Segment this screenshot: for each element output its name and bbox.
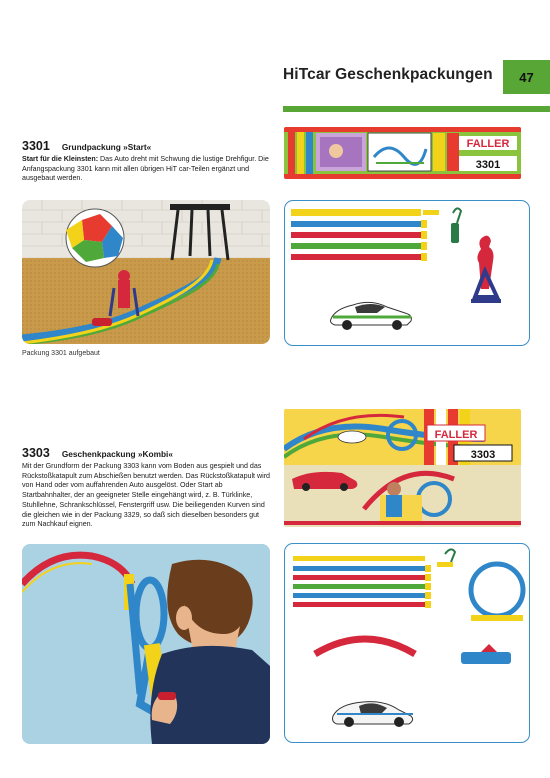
product-3301-heading: [22, 139, 151, 153]
description-text: Das Auto dreht mit Schwung die lustige Drehfigur. Die Anfangspackung 3301 kann mit allen übrigen HiT car-Teilen ergänzt und ausgebaut werden.: [22, 155, 269, 183]
box-brand: FALLER: [434, 429, 478, 441]
product-name: Geschenkpackung »Kombi«: [61, 449, 173, 459]
box-number: 3301: [475, 159, 501, 171]
product-3301-description: [22, 155, 274, 184]
description-lead: Start für die Kleinsten:: [22, 155, 99, 163]
parts-3303-panel: [284, 543, 530, 743]
photo-3303-boy-playing: [22, 544, 270, 744]
product-number: 3301: [22, 139, 50, 153]
page-title: HiTcar Geschenkpackungen: [283, 66, 493, 83]
box-brand: FALLER: [466, 138, 510, 150]
product-3303-description: Mit der Grundform der Packung 3303 kann vom Boden aus gespielt und das Rückstoßkatapult zum Abschießen benutzt werden. Das Rückstoßkatapult wird von Hand oder vom auffahrenden Auto ausgelöst. Oder Start ab Startbahnhalter, der an geeigneter Stelle eingehängt wird, z. B. Türklinke, Stuhllehne, Schrankschlüssel, Fenstergriff usw. Die beiliegenden Kurven sind die gleichen wie in der Packung 3329, so daß sich dieselben besonders gut zum Nachkauf eignen.: [22, 462, 271, 529]
box-number: 3303: [470, 449, 496, 461]
product-number: 3303: [22, 446, 50, 460]
product-name: Grundpackung »Start«: [61, 142, 152, 152]
page-number: 47: [503, 60, 550, 94]
title-rule: [283, 106, 550, 112]
photo-3301-caption: Packung 3301 aufgebaut: [22, 350, 100, 357]
photo-3301-assembled: [22, 200, 270, 344]
box-3303-image: [284, 409, 521, 527]
box-3301-image: [284, 127, 521, 179]
product-3303-heading: [22, 446, 173, 460]
parts-3301-panel: [284, 200, 530, 346]
